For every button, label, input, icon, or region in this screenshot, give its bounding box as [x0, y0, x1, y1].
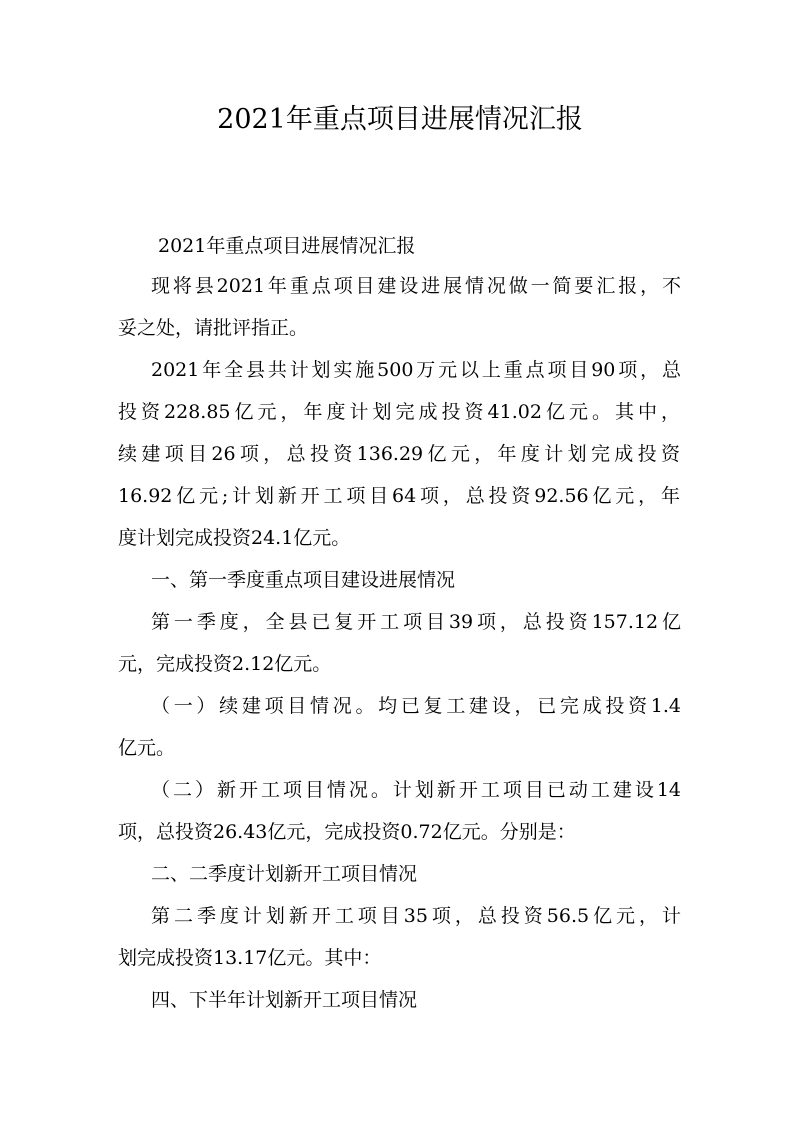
text-line: 投资228.85亿元，年度计划完成投资41.02亿元。其中，	[118, 401, 680, 423]
text-line: 亿元。	[118, 737, 176, 759]
section-heading: 四、下半年计划新开工项目情况	[151, 989, 418, 1011]
text-line: 第二季度计划新开工项目35项，总投资56.5亿元，计	[151, 905, 681, 927]
text-line: 现将县2021年重点项目建设进展情况做一简要汇报，不	[151, 275, 681, 297]
paragraph-heading: 2021年重点项目进展情况汇报	[158, 235, 416, 257]
text-line: 元，完成投资2.12亿元。	[118, 653, 332, 675]
text-line: 2021年全县共计划实施500万元以上重点项目90项，总	[151, 359, 681, 381]
text-line: 续建项目26项，总投资136.29亿元，年度计划完成投资	[118, 443, 680, 465]
text-line: （二）新开工项目情况。计划新开工项目已动工建设14	[151, 779, 681, 801]
text-line: 划完成投资13.17亿元。其中：	[118, 947, 382, 969]
section-heading: 二、二季度计划新开工项目情况	[151, 863, 418, 885]
text-line: 第一季度，全县已复开工项目39项，总投资157.12亿	[151, 611, 681, 633]
text-line: 度计划完成投资24.1亿元。	[118, 527, 351, 549]
section-heading: 一、第一季度重点项目建设进展情况	[151, 569, 456, 591]
text-line: （一）续建项目情况。均已复工建设，已完成投资1.4	[151, 695, 681, 717]
text-line: 项，总投资26.43亿元，完成投资0.72亿元。分别是：	[118, 821, 576, 843]
text-line: 16.92亿元;计划新开工项目64项，总投资92.56亿元，年	[118, 485, 680, 507]
document-title: 2021年重点项目进展情况汇报	[217, 104, 583, 135]
text-line: 妥之处，请批评指正。	[118, 317, 309, 339]
